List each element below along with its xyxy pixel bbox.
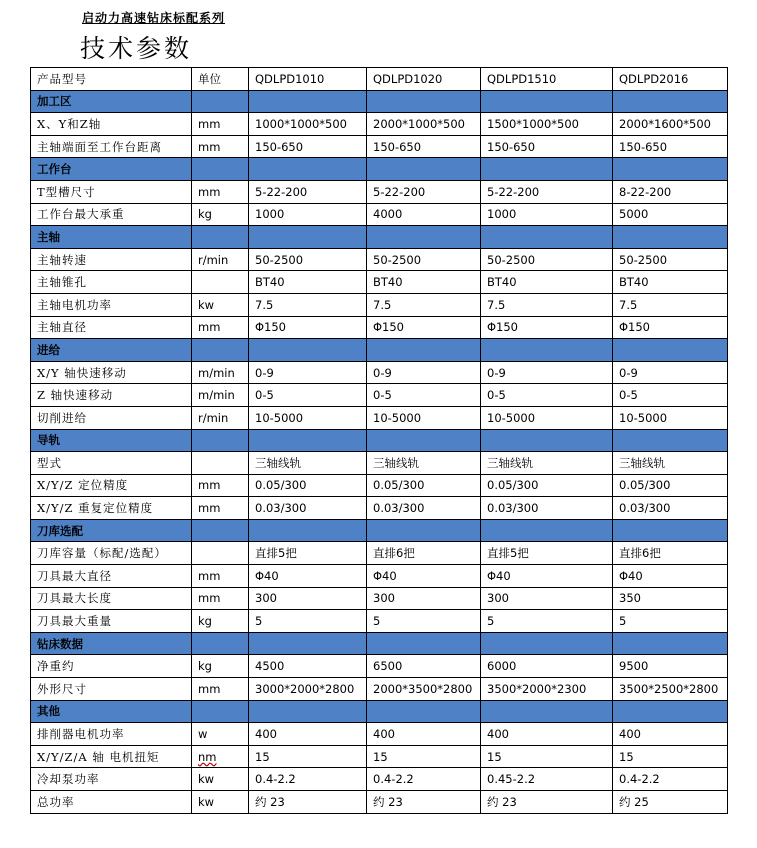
param-value: Φ150 [481,316,613,339]
param-value: 10-5000 [613,406,728,429]
param-label: 型式 [31,452,192,475]
section-fill-cell [192,226,249,249]
param-unit: mm [192,565,249,588]
section-fill-cell [249,429,367,452]
section-fill-cell [481,90,613,113]
param-value: 约 23 [367,791,481,814]
section-title: 进给 [31,339,192,362]
section-fill-cell [249,339,367,362]
param-value: 6500 [367,655,481,678]
param-value: 0.4-2.2 [367,768,481,791]
param-unit: r/min [192,406,249,429]
param-value: 三轴线轨 [367,452,481,475]
param-unit: mm [192,587,249,610]
table-row [31,565,728,588]
section-fill-cell [192,429,249,452]
param-value: 5 [613,610,728,633]
param-unit [192,271,249,294]
param-label: 主轴电机功率 [31,293,192,316]
param-unit: mm [192,474,249,497]
section-fill-cell [613,158,728,181]
param-value: 150-650 [367,135,481,158]
section-title: 主轴 [31,226,192,249]
param-label: 净重约 [31,655,192,678]
section-row [31,429,728,452]
param-value: 15 [613,745,728,768]
param-label: 刀具最大重量 [31,610,192,633]
section-fill-cell [481,519,613,542]
param-value: 10-5000 [367,406,481,429]
param-value: 1000*1000*500 [249,113,367,136]
param-value: 400 [249,723,367,746]
section-row [31,519,728,542]
section-fill-cell [481,429,613,452]
param-label: X/Y/Z 定位精度 [31,474,192,497]
param-label: 总功率 [31,791,192,814]
param-value: 50-2500 [367,248,481,271]
section-fill-cell [367,519,481,542]
section-fill-cell [367,429,481,452]
param-value: 0.05/300 [367,474,481,497]
param-value: 400 [481,723,613,746]
table-row [31,293,728,316]
header-cell-model: 产品型号 [31,68,192,91]
param-unit: kw [192,768,249,791]
section-title: 其他 [31,700,192,723]
param-value: 0-9 [481,361,613,384]
section-fill-cell [249,226,367,249]
section-fill-cell [613,632,728,655]
param-label: 刀具最大直径 [31,565,192,588]
table-row [31,361,728,384]
param-value: Φ150 [367,316,481,339]
param-value: 0.05/300 [481,474,613,497]
param-value: 1000 [481,203,613,226]
section-fill-cell [367,226,481,249]
param-unit [192,745,249,768]
section-fill-cell [367,339,481,362]
param-value: 400 [367,723,481,746]
param-value: 150-650 [613,135,728,158]
param-value: 5 [481,610,613,633]
param-label: 外形尺寸 [31,678,192,701]
table-row [31,113,728,136]
section-fill-cell [613,90,728,113]
section-fill-cell [192,158,249,181]
param-value: 1500*1000*500 [481,113,613,136]
section-title: 钻床数据 [31,632,192,655]
table-row [31,474,728,497]
param-unit: kw [192,791,249,814]
table-row [31,384,728,407]
section-fill-cell [367,632,481,655]
section-title: 加工区 [31,90,192,113]
param-value: 7.5 [249,293,367,316]
section-title: 导轨 [31,429,192,452]
param-value: Φ40 [481,565,613,588]
param-label: X/Y/Z 重复定位精度 [31,497,192,520]
section-fill-cell [192,632,249,655]
section-fill-cell [481,700,613,723]
param-value: 0.03/300 [613,497,728,520]
section-fill-cell [192,90,249,113]
section-fill-cell [613,339,728,362]
param-value: 0-5 [249,384,367,407]
param-value: 3500*2500*2800 [613,678,728,701]
param-unit: kg [192,610,249,633]
param-value: 2000*3500*2800 [367,678,481,701]
param-value: 300 [481,587,613,610]
param-unit: mm [192,678,249,701]
section-fill-cell [249,519,367,542]
param-value: 5 [249,610,367,633]
param-value: Φ40 [367,565,481,588]
param-value: 2000*1600*500 [613,113,728,136]
section-row [31,700,728,723]
header-cell-model-1: QDLPD1010 [249,68,367,91]
section-fill-cell [613,226,728,249]
param-unit: w [192,723,249,746]
param-value: 三轴线轨 [613,452,728,475]
table-row [31,678,728,701]
table-row [31,791,728,814]
section-title: 刀库选配 [31,519,192,542]
section-fill-cell [249,700,367,723]
page-title: 技术参数 [80,34,193,63]
table-row [31,655,728,678]
section-fill-cell [192,700,249,723]
param-value: 50-2500 [249,248,367,271]
section-fill-cell [481,632,613,655]
param-value: 15 [481,745,613,768]
table-row [31,135,728,158]
param-label: 主轴转速 [31,248,192,271]
param-value: 150-650 [481,135,613,158]
param-unit: mm [192,135,249,158]
table-row [31,497,728,520]
table-row [31,723,728,746]
param-label: 主轴锥孔 [31,271,192,294]
param-unit: kg [192,203,249,226]
param-value: 三轴线轨 [481,452,613,475]
section-fill-cell [192,339,249,362]
param-value: 约 23 [481,791,613,814]
section-fill-cell [367,158,481,181]
param-value: 0.05/300 [249,474,367,497]
param-unit: mm [192,497,249,520]
section-fill-cell [249,632,367,655]
param-label: 刀库容量（标配/选配） [31,542,192,565]
param-label: 冷却泵功率 [31,768,192,791]
param-value: 300 [367,587,481,610]
table-row [31,271,728,294]
param-value: 10-5000 [481,406,613,429]
section-fill-cell [613,519,728,542]
param-value: 0.4-2.2 [249,768,367,791]
spec-table-body [31,68,728,814]
param-unit: r/min [192,248,249,271]
section-row [31,158,728,181]
param-value: 5-22-200 [367,180,481,203]
param-value: 0.05/300 [613,474,728,497]
table-header-row [31,68,728,91]
param-value: BT40 [613,271,728,294]
param-value: 0.45-2.2 [481,768,613,791]
param-value: 直排6把 [613,542,728,565]
param-value: 0-5 [613,384,728,407]
param-unit: mm [192,113,249,136]
param-unit: m/min [192,384,249,407]
section-fill-cell [367,700,481,723]
param-value: 3000*2000*2800 [249,678,367,701]
param-value: Φ40 [613,565,728,588]
table-row [31,248,728,271]
param-value: BT40 [367,271,481,294]
series-title: 启动力高速钻床标配系列 [82,11,226,25]
param-value: 4500 [249,655,367,678]
param-value: 6000 [481,655,613,678]
param-value: 0-5 [367,384,481,407]
param-value: 50-2500 [481,248,613,271]
param-value: 直排6把 [367,542,481,565]
param-label: 刀具最大长度 [31,587,192,610]
section-row [31,90,728,113]
spec-table [30,67,728,814]
header-cell-model-2: QDLPD1020 [367,68,481,91]
param-value: 15 [367,745,481,768]
param-value: 0.4-2.2 [613,768,728,791]
param-value: 5000 [613,203,728,226]
param-value: 7.5 [367,293,481,316]
param-value: 0-9 [249,361,367,384]
section-fill-cell [613,429,728,452]
param-value: 3500*2000*2300 [481,678,613,701]
param-value: BT40 [481,271,613,294]
param-unit: kw [192,293,249,316]
param-value: 4000 [367,203,481,226]
table-row [31,316,728,339]
table-row [31,406,728,429]
param-value: 7.5 [481,293,613,316]
section-row [31,632,728,655]
section-title: 工作台 [31,158,192,181]
header-cell-unit: 单位 [192,68,249,91]
section-fill-cell [481,339,613,362]
param-value: 5-22-200 [481,180,613,203]
param-unit-text: nm [198,749,217,764]
param-value: 5-22-200 [249,180,367,203]
table-row [31,768,728,791]
section-row [31,339,728,362]
param-value: Φ150 [249,316,367,339]
param-unit: mm [192,180,249,203]
param-value: 约 23 [249,791,367,814]
param-unit: mm [192,316,249,339]
param-value: 350 [613,587,728,610]
param-label: X/Y 轴快速移动 [31,361,192,384]
param-label: Z 轴快速移动 [31,384,192,407]
param-value: 15 [249,745,367,768]
section-fill-cell [249,158,367,181]
param-value: 300 [249,587,367,610]
param-value: 10-5000 [249,406,367,429]
param-value: 50-2500 [613,248,728,271]
param-unit [192,452,249,475]
param-label: 工作台最大承重 [31,203,192,226]
param-value: 7.5 [613,293,728,316]
table-row [31,587,728,610]
param-value: 三轴线轨 [249,452,367,475]
table-row [31,203,728,226]
param-value: 400 [613,723,728,746]
param-value: 0.03/300 [249,497,367,520]
param-label: 排削器电机功率 [31,723,192,746]
table-row [31,542,728,565]
param-value: 0.03/300 [481,497,613,520]
param-value: 直排5把 [249,542,367,565]
section-fill-cell [192,519,249,542]
header-cell-model-3: QDLPD1510 [481,68,613,91]
param-label: X/Y/Z/A 轴 电机扭矩 [31,745,192,768]
param-value: 0.03/300 [367,497,481,520]
param-label: X、Y和Z轴 [31,113,192,136]
param-label: 切削进给 [31,406,192,429]
param-value: 2000*1000*500 [367,113,481,136]
section-fill-cell [481,226,613,249]
param-value: 0-9 [613,361,728,384]
param-unit [192,542,249,565]
param-value: 9500 [613,655,728,678]
section-fill-cell [613,700,728,723]
table-row [31,180,728,203]
table-row [31,452,728,475]
param-value: 0-9 [367,361,481,384]
param-value: BT40 [249,271,367,294]
param-value: 1000 [249,203,367,226]
param-value: 150-650 [249,135,367,158]
section-fill-cell [481,158,613,181]
param-value: 8-22-200 [613,180,728,203]
param-label: 主轴端面至工作台距离 [31,135,192,158]
section-fill-cell [367,90,481,113]
section-fill-cell [249,90,367,113]
param-value: Φ150 [613,316,728,339]
param-unit: m/min [192,361,249,384]
param-value: 约 25 [613,791,728,814]
table-row [31,610,728,633]
param-value: 直排5把 [481,542,613,565]
table-row [31,745,728,768]
param-value: 0-5 [481,384,613,407]
param-label: T型槽尺寸 [31,180,192,203]
param-unit: kg [192,655,249,678]
param-value: 5 [367,610,481,633]
header-cell-model-4: QDLPD2016 [613,68,728,91]
param-value: Φ40 [249,565,367,588]
section-row [31,226,728,249]
param-label: 主轴直径 [31,316,192,339]
